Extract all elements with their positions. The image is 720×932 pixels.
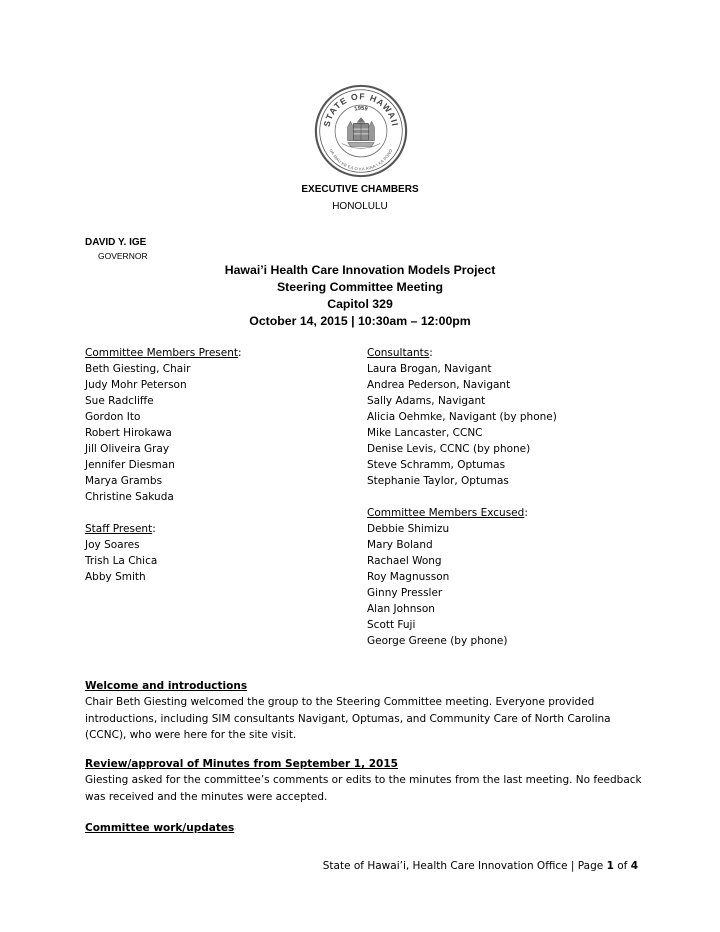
staff-item: Abby Smith (85, 571, 146, 583)
work-heading: Committee work/updates (85, 822, 235, 834)
right-attendance-column (367, 345, 557, 649)
members-excused-heading: Committee Members Excused: (367, 507, 528, 519)
welcome-heading: Welcome and introductions (85, 680, 248, 692)
staff-item: Joy Soares (85, 539, 140, 551)
office-city: HONOLULU (332, 201, 388, 212)
meeting-datetime: October 14, 2015 | 10:30am – 12:00pm (249, 314, 471, 328)
member-item: Beth Giesting, Chair (85, 363, 191, 375)
governor-title: GOVERNOR (98, 251, 148, 261)
consultant-item: Sally Adams, Navigant (367, 395, 486, 407)
excused-item: Scott Fuji (367, 619, 416, 631)
consultant-item: Steve Schramm, Optumas (367, 459, 506, 471)
consultant-item: Laura Brogan, Navigant (367, 363, 492, 375)
consultant-item: Alicia Oehmke, Navigant (by phone) (367, 411, 557, 423)
project-title: Hawai’i Health Care Innovation Models Project (224, 263, 496, 277)
excused-item: Roy Magnusson (367, 571, 450, 583)
meeting-location: Capitol 329 (327, 297, 393, 311)
members-present-heading: Committee Members Present: (85, 347, 242, 359)
excused-item: George Greene (by phone) (367, 635, 508, 647)
staff-item: Trish La Chica (85, 555, 158, 567)
member-item: Jill Oliveira Gray (85, 443, 170, 455)
staff-present-heading: Staff Present: (85, 523, 156, 535)
consultants-heading: Consultants: (367, 347, 433, 359)
excused-item: Rachael Wong (367, 555, 442, 567)
footer-text: State of Hawai’i, Health Care Innovation Office | Page (322, 860, 604, 872)
office-name: EXECUTIVE CHAMBERS (301, 184, 419, 195)
welcome-section (85, 678, 645, 744)
excused-item: Alan Johnson (367, 603, 435, 615)
seal-motto-text: UA MAU KE EA O KA AINA I KA PONO (328, 148, 394, 172)
consultant-item: Mike Lancaster, CCNC (367, 427, 483, 439)
consultant-item: Stephanie Taylor, Optumas (367, 475, 509, 487)
consultant-item: Andrea Pederson, Navigant (367, 379, 511, 391)
footer-page-number: 1 (606, 860, 614, 872)
welcome-text: Chair Beth Giesting welcomed the group to the Steering Committee meeting. Everyone provided introductions, including SIM consultants Navigant, Optumas, and Community Care of North Carolina (CCNC), who were here for the site visit. (85, 696, 611, 742)
page-footer (323, 860, 638, 872)
consultant-item: Denise Levis, CCNC (by phone) (367, 443, 531, 455)
member-item: Marya Grambs (85, 475, 163, 487)
meeting-name: Steering Committee Meeting (276, 280, 444, 294)
member-item: Robert Hirokawa (85, 427, 172, 439)
member-item: Jennifer Diesman (85, 459, 175, 471)
governor-name: DAVID Y. IGE (85, 237, 147, 248)
work-section (85, 820, 645, 836)
member-item: Gordon Ito (85, 411, 141, 423)
excused-item: Mary Boland (367, 539, 433, 551)
seal-year-text: 1959 (353, 105, 369, 113)
member-item: Christine Sakuda (85, 491, 174, 503)
footer-page-total: 4 (630, 860, 638, 872)
minutes-section (85, 756, 645, 805)
minutes-text: Giesting asked for the committee’s comments or edits to the minutes from the last meeting. No feedback was received and the minutes were accepted. (85, 774, 642, 803)
minutes-heading: Review/approval of Minutes from September 1, 2015 (85, 758, 398, 770)
footer-of-label: of (617, 860, 628, 872)
excused-item: Debbie Shimizu (367, 523, 450, 535)
member-item: Sue Radcliffe (85, 395, 154, 407)
excused-item: Ginny Pressler (367, 587, 443, 599)
meeting-title-block (0, 262, 720, 330)
state-seal-image (313, 83, 409, 179)
member-item: Judy Mohr Peterson (85, 379, 187, 391)
left-attendance-column (85, 345, 242, 585)
seal-top-text: STATE OF HAWAII (321, 91, 401, 128)
